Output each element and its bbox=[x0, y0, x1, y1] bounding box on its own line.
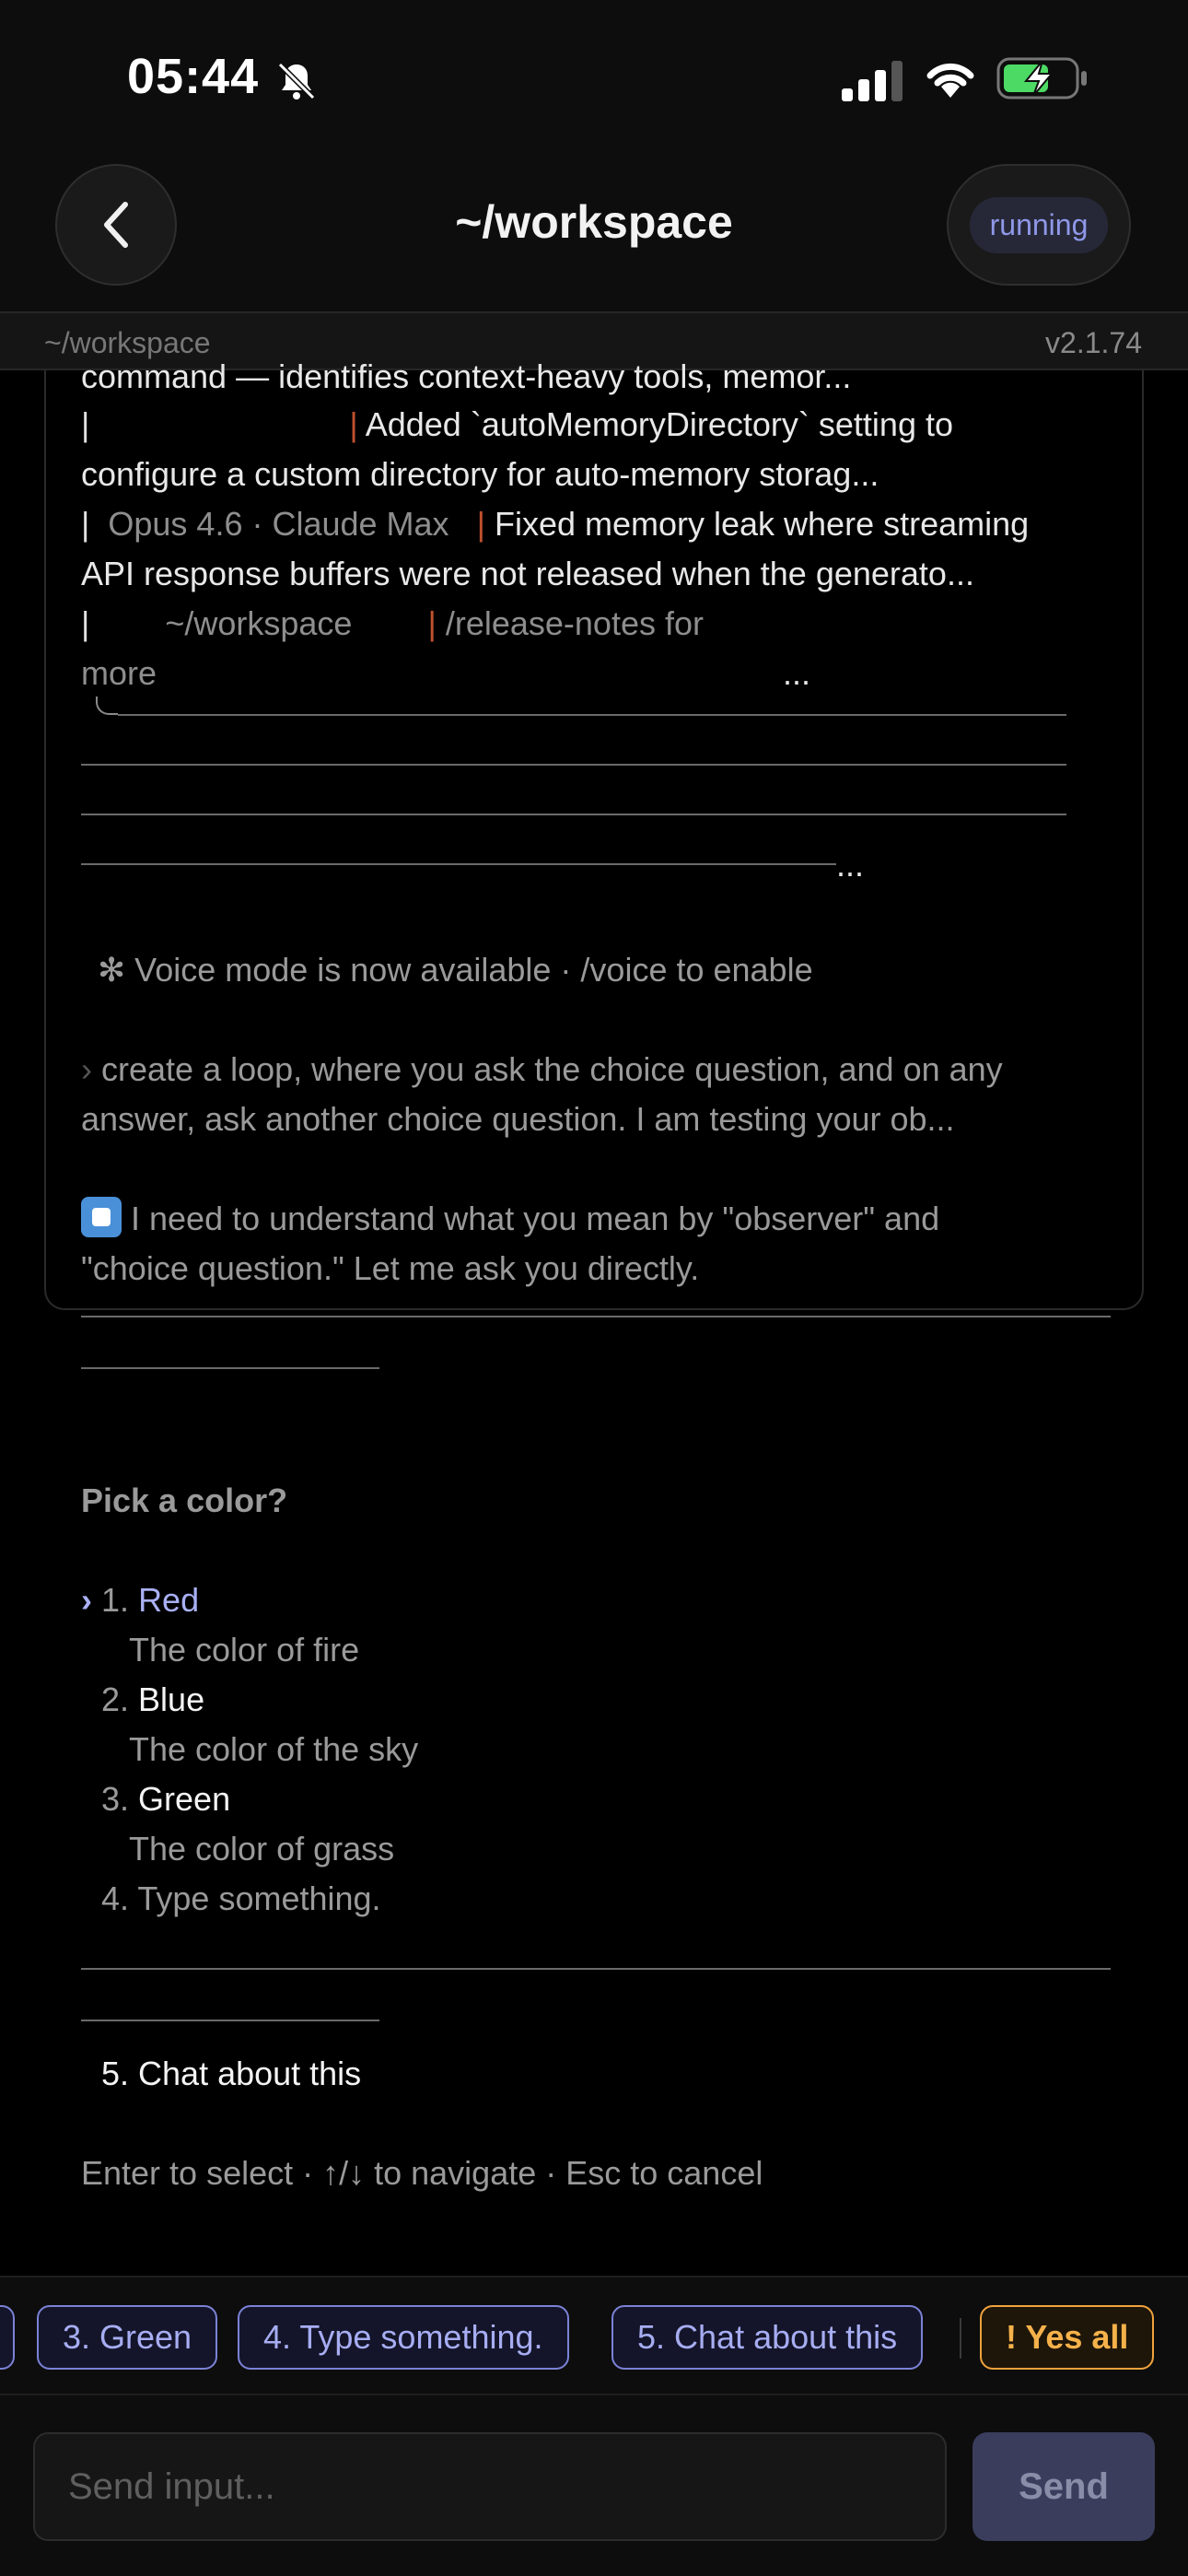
input-bar bbox=[0, 2395, 1188, 2576]
battery-charging-icon bbox=[996, 55, 1089, 101]
yes-all-button[interactable]: ! Yes all bbox=[980, 2305, 1154, 2370]
terminal-output[interactable] bbox=[44, 357, 1144, 2192]
stop-button-icon bbox=[81, 1197, 122, 1237]
version-label: v2.1.74 bbox=[1045, 326, 1142, 359]
quick-reply-chip-partial[interactable] bbox=[0, 2305, 15, 2370]
terminal-line: configure a custom directory for auto-memory storag... bbox=[81, 455, 879, 493]
wifi-icon bbox=[923, 55, 978, 100]
assistant-reply: I need to understand what you mean by "observer" and bbox=[81, 1194, 939, 1244]
option-blue[interactable]: 2. Blue bbox=[101, 1680, 205, 1718]
divider bbox=[81, 2020, 379, 2021]
box-border bbox=[96, 697, 118, 715]
status-badge: running bbox=[970, 197, 1109, 253]
user-prompt: › create a loop, where you ask the choice question, and on any bbox=[81, 1050, 1003, 1088]
quick-reply-bar bbox=[0, 2276, 1188, 2395]
user-prompt-continued: answer, ask another choice question. I am testing your ob... bbox=[81, 1100, 955, 1138]
clock: 05:44 bbox=[127, 49, 260, 104]
divider bbox=[118, 714, 1066, 716]
ellipsis: ... bbox=[783, 654, 811, 692]
status-button[interactable] bbox=[947, 164, 1131, 286]
divider bbox=[81, 863, 836, 865]
option-chat-about-this[interactable]: 5. Chat about this bbox=[101, 2055, 362, 2092]
voice-mode-notice: ✻ Voice mode is now available · /voice to enable bbox=[98, 951, 813, 989]
app-header bbox=[0, 138, 1188, 311]
send-button[interactable]: Send bbox=[973, 2432, 1155, 2541]
send-input[interactable] bbox=[33, 2432, 947, 2541]
chip-separator bbox=[960, 2318, 961, 2359]
question-title: Pick a color? bbox=[81, 1481, 288, 1519]
divider bbox=[81, 764, 1066, 766]
option-description: The color of fire bbox=[129, 1631, 360, 1669]
option-description: The color of grass bbox=[129, 1830, 395, 1868]
session-path: ~/workspace bbox=[44, 326, 211, 359]
option-description: The color of the sky bbox=[129, 1730, 419, 1768]
ellipsis: ... bbox=[836, 846, 865, 884]
quick-reply-type-something[interactable]: 4. Type something. bbox=[238, 2305, 569, 2370]
option-green[interactable]: 3. Green bbox=[101, 1780, 231, 1818]
cellular-signal-icon bbox=[842, 61, 903, 101]
status-bar bbox=[0, 0, 1188, 157]
terminal-line: | Opus 4.6 · Claude Max | Fixed memory leak where streaming bbox=[81, 505, 1030, 543]
quick-reply-chat-about-this[interactable]: 5. Chat about this bbox=[611, 2305, 923, 2370]
option-red[interactable]: › 1. Red bbox=[81, 1581, 200, 1619]
assistant-reply-continued: "choice question." Let me ask you directly. bbox=[81, 1249, 700, 1287]
divider bbox=[81, 1367, 379, 1369]
divider bbox=[81, 814, 1066, 815]
quick-reply-green[interactable]: 3. Green bbox=[37, 2305, 217, 2370]
terminal-line: API response buffers were not released when the generato... bbox=[81, 555, 974, 592]
terminal-line: | ~/workspace | /release-notes for bbox=[81, 604, 704, 642]
terminal-line: command — identifies context-heavy tools, memor... bbox=[81, 357, 852, 395]
divider bbox=[81, 1316, 1111, 1317]
terminal-line: | | Added `autoMemoryDirectory` setting to bbox=[81, 405, 953, 443]
page-title: ~/workspace bbox=[455, 196, 733, 248]
divider bbox=[81, 1968, 1111, 1970]
bell-slash-icon bbox=[274, 59, 319, 103]
keyboard-hint: Enter to select · ↑/↓ to navigate · Esc to cancel bbox=[81, 2154, 763, 2192]
terminal-line: more bbox=[81, 654, 157, 692]
option-type-something[interactable]: 4. Type something. bbox=[101, 1879, 381, 1917]
